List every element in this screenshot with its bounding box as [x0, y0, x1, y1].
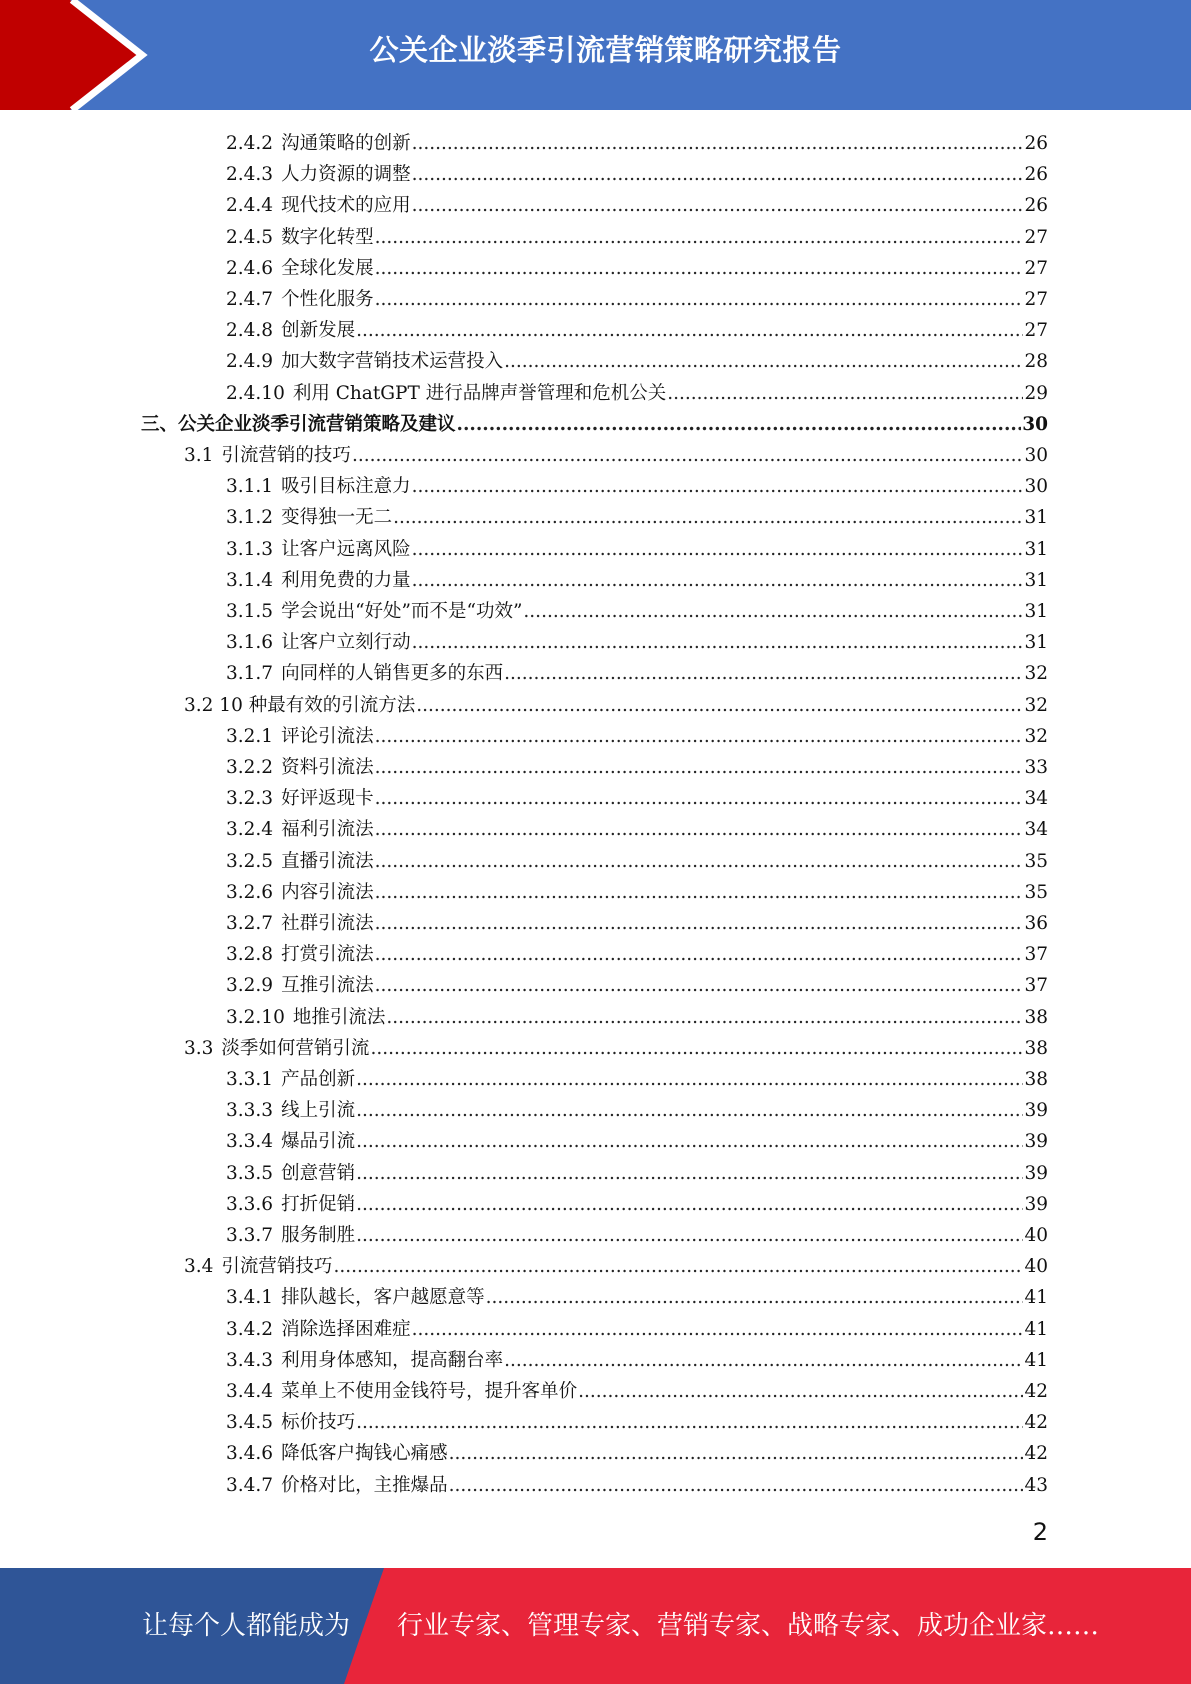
toc-entry-page: 27: [1024, 227, 1048, 248]
toc-entry-number: 3.3.4: [226, 1131, 274, 1152]
toc-entry-label: [226, 471, 412, 502]
toc-leader-dots: [375, 783, 1024, 814]
toc-entry-label: [226, 1314, 412, 1345]
toc-entry-page: 26: [1024, 133, 1048, 154]
toc-leader-dots: [393, 502, 1023, 533]
toc-entry-number: 2.4.9: [226, 351, 274, 372]
toc-entry-label: [226, 284, 375, 315]
toc-leader-dots: [412, 1314, 1024, 1345]
toc-entry[interactable]: [226, 721, 1048, 752]
toc-entry-page: 29: [1024, 383, 1048, 404]
toc-entry-page: 37: [1024, 944, 1048, 965]
toc-leader-dots: [486, 1282, 1024, 1313]
toc-leader-dots: [356, 1126, 1023, 1157]
toc-leader-dots: [504, 658, 1023, 689]
toc-entry-page: 34: [1024, 788, 1048, 809]
toc-entry-title: 打折促销: [281, 1194, 356, 1215]
toc-entry-page: 39: [1024, 1163, 1048, 1184]
toc-entry-page: 31: [1024, 601, 1048, 622]
toc-entry-label: [226, 1345, 504, 1376]
toc-entry[interactable]: [184, 1251, 1048, 1282]
toc-leader-dots: [352, 440, 1024, 471]
toc-entry-number: 3.4.3: [226, 1350, 274, 1371]
document-title: 公关企业淡季引流营销策略研究报告: [369, 33, 842, 67]
toc-entry-label: [184, 1251, 333, 1282]
toc-entry-label: [226, 1189, 356, 1220]
toc-leader-dots: [356, 1095, 1023, 1126]
toc-leader-dots: [356, 1189, 1023, 1220]
toc-entry-title: 沟通策略的创新: [281, 133, 411, 154]
toc-entry-label: [226, 970, 375, 1001]
page-footer: [0, 1568, 1191, 1684]
toc-entry-page: 38: [1024, 1069, 1048, 1090]
toc-leader-dots: [416, 690, 1023, 721]
toc-entry-number: 2.4.10: [226, 383, 285, 404]
toc-entry-label: [184, 690, 416, 721]
toc-entry[interactable]: [226, 159, 1048, 190]
footer-slogan-right: 行业专家、管理专家、营销专家、战略专家、成功企业家……: [397, 1611, 1100, 1641]
toc-entry-label: [226, 315, 356, 346]
toc-leader-dots: [375, 814, 1024, 845]
toc-leader-dots: [375, 877, 1024, 908]
toc-entry[interactable]: [226, 1126, 1048, 1157]
toc-entry-number: 3.3: [184, 1038, 214, 1059]
toc-entry[interactable]: [226, 1095, 1048, 1126]
toc-entry-number: 3.1.7: [226, 663, 274, 684]
toc-entry[interactable]: [226, 783, 1048, 814]
toc-entry-page: 30: [1024, 476, 1048, 497]
toc-entry-page: 42: [1024, 1381, 1048, 1402]
toc-entry-number: 2.4.2: [226, 133, 274, 154]
toc-leader-dots: [449, 1470, 1024, 1501]
toc-entry-number: 2.4.5: [226, 227, 274, 248]
toc-entry[interactable]: [226, 1158, 1048, 1189]
toc-entry-title: 产品创新: [281, 1069, 356, 1090]
toc-entry[interactable]: [226, 627, 1048, 658]
toc-entry[interactable]: [226, 908, 1048, 939]
toc-entry-number: 2.4.3: [226, 164, 274, 185]
toc-entry-label: [226, 1064, 356, 1095]
toc-entry-title: 引流营销的技巧: [221, 445, 351, 466]
toc-entry-title: 地推引流法: [292, 1007, 386, 1028]
toc-entry-title: 直播引流法: [281, 851, 374, 872]
toc-entry-title: 数字化转型: [281, 227, 374, 248]
toc-entry-title: 价格对比，主推爆品: [281, 1475, 448, 1496]
toc-entry-title: 三、公关企业淡季引流营销策略及建议: [141, 414, 456, 435]
toc-entry-label: [226, 783, 375, 814]
toc-entry-page: 42: [1024, 1412, 1048, 1433]
toc-entry[interactable]: [226, 814, 1048, 845]
toc-entry-label: [226, 190, 412, 221]
toc-entry-title: 全球化发展: [281, 258, 374, 279]
toc-entry-number: 3.3.1: [226, 1069, 274, 1090]
toc-entry-number: 3.4.4: [226, 1381, 274, 1402]
toc-entry-title: 打赏引流法: [281, 944, 374, 965]
toc-entry-title: 3.2 10 种最有效的引流方法: [184, 695, 416, 716]
toc-entry-number: 2.4.4: [226, 195, 274, 216]
toc-entry-number: 3.1.1: [226, 476, 274, 497]
toc-entry-title: 人力资源的调整: [281, 164, 411, 185]
toc-entry-number: 3.1.6: [226, 632, 274, 653]
toc-entry-title: 创新发展: [281, 320, 356, 341]
toc-entry[interactable]: [226, 596, 1048, 627]
toc-leader-dots: [386, 1002, 1023, 1033]
toc-entry[interactable]: [226, 128, 1048, 159]
toc-entry-label: [226, 908, 375, 939]
page-header: [0, 0, 1191, 110]
toc-entry-title: 让客户远离风险: [281, 539, 411, 560]
toc-entry-label: [226, 1282, 486, 1313]
page-number: 2: [1032, 1518, 1048, 1546]
toc-entry-title: 创意营销: [281, 1163, 356, 1184]
toc-entry-label: [226, 752, 375, 783]
toc-entry-number: 3.4.2: [226, 1319, 274, 1340]
toc-entry-label: [226, 346, 504, 377]
toc-leader-dots: [523, 596, 1023, 627]
toc-leader-dots: [356, 315, 1023, 346]
toc-entry[interactable]: [226, 1470, 1048, 1501]
toc-entry-title: 服务制胜: [281, 1225, 356, 1246]
toc-entry-title: 引流营销技巧: [221, 1256, 333, 1277]
toc-entry-label: [226, 658, 504, 689]
toc-entry-label: [226, 1220, 356, 1251]
toc-entry[interactable]: [226, 1407, 1048, 1438]
toc-entry[interactable]: [226, 1376, 1048, 1407]
toc-leader-dots: [356, 1064, 1023, 1095]
toc-entry[interactable]: [226, 846, 1048, 877]
toc-entry-page: 30: [1024, 445, 1048, 466]
toc-entry-page: 27: [1024, 289, 1048, 310]
toc-entry-title: 利用免费的力量: [281, 570, 411, 591]
toc-entry-number: 3.3.5: [226, 1163, 274, 1184]
toc-entry-title: 利用 ChatGPT 进行品牌声誉管理和危机公关: [292, 383, 667, 404]
toc-entry-label: [184, 1033, 370, 1064]
toc-entry-number: 3.2.7: [226, 913, 274, 934]
toc-entry[interactable]: [226, 877, 1048, 908]
toc-entry-title: 线上引流: [281, 1100, 356, 1121]
toc-entry-page: 40: [1024, 1225, 1048, 1246]
toc-entry[interactable]: [226, 1345, 1048, 1376]
toc-entry[interactable]: [226, 253, 1048, 284]
toc-entry-title: 吸引目标注意力: [281, 476, 411, 497]
toc-entry[interactable]: [226, 1220, 1048, 1251]
toc-entry-label: [226, 253, 375, 284]
toc-entry[interactable]: [226, 1002, 1048, 1033]
toc-leader-dots: [412, 627, 1024, 658]
toc-entry-page: 27: [1024, 320, 1048, 341]
toc-entry-page: 41: [1024, 1319, 1048, 1340]
toc-leader-dots: [356, 1220, 1023, 1251]
toc-entry-label: [226, 128, 412, 159]
toc-entry[interactable]: [141, 409, 1048, 440]
toc-entry-page: 30: [1022, 414, 1048, 435]
toc-entry-label: [226, 846, 375, 877]
toc-leader-dots: [412, 159, 1024, 190]
toc-entry-label: [226, 1438, 449, 1469]
toc-leader-dots: [578, 1376, 1023, 1407]
toc-entry-number: 3.1.5: [226, 601, 274, 622]
toc-entry-number: 3.3.3: [226, 1100, 274, 1121]
toc-entry-number: 3.4.6: [226, 1443, 274, 1464]
toc-leader-dots: [375, 284, 1024, 315]
toc-entry-title: 个性化服务: [281, 289, 374, 310]
toc-entry-page: 41: [1024, 1287, 1048, 1308]
toc-leader-dots: [375, 253, 1024, 284]
toc-entry-label: [226, 159, 412, 190]
toc-entry-label: [226, 1126, 356, 1157]
toc-leader-dots: [356, 1407, 1023, 1438]
toc-entry-label: [226, 1470, 449, 1501]
toc-entry-label: [226, 502, 393, 533]
toc-entry-number: 2.4.7: [226, 289, 274, 310]
toc-entry-title: 福利引流法: [281, 819, 374, 840]
toc-leader-dots: [457, 409, 1022, 440]
toc-entry-label: [226, 814, 375, 845]
toc-entry-number: 3.2.9: [226, 975, 274, 996]
toc-entry-label: [226, 1407, 356, 1438]
toc-entry-title: 消除选择困难症: [281, 1319, 411, 1340]
toc-leader-dots: [412, 190, 1024, 221]
toc-entry[interactable]: [226, 502, 1048, 533]
toc-entry-page: 32: [1024, 695, 1048, 716]
toc-entry-page: 31: [1024, 632, 1048, 653]
toc-entry-label: [226, 627, 412, 658]
toc-entry-number: 3.1: [184, 445, 214, 466]
toc-entry-page: 31: [1024, 507, 1048, 528]
toc-entry[interactable]: [184, 690, 1048, 721]
toc-leader-dots: [412, 471, 1024, 502]
toc-leader-dots: [412, 128, 1024, 159]
footer-slogan-left: 让每个人都能成为: [142, 1611, 351, 1641]
toc-entry-number: 2.4.8: [226, 320, 274, 341]
toc-leader-dots: [667, 378, 1023, 409]
toc-entry-title: 菜单上不使用金钱符号，提升客单价: [281, 1381, 578, 1402]
toc-leader-dots: [412, 534, 1024, 565]
toc-entry-title: 社群引流法: [281, 913, 374, 934]
toc-entry-number: 3.4.7: [226, 1475, 274, 1496]
toc-entry-number: 3.1.4: [226, 570, 274, 591]
toc-entry[interactable]: [226, 1282, 1048, 1313]
toc-entry-title: 变得独一无二: [281, 507, 393, 528]
toc-entry-number: 2.4.6: [226, 258, 274, 279]
toc-entry[interactable]: [226, 471, 1048, 502]
toc-leader-dots: [504, 1345, 1023, 1376]
toc-entry-label: [226, 378, 667, 409]
toc-entry-page: 42: [1024, 1443, 1048, 1464]
toc-entry-number: 3.2.2: [226, 757, 274, 778]
toc-entry[interactable]: [226, 752, 1048, 783]
toc-leader-dots: [375, 970, 1024, 1001]
toc-entry[interactable]: [226, 534, 1048, 565]
toc-entry[interactable]: [226, 939, 1048, 970]
toc-entry-title: 标价技巧: [281, 1412, 356, 1433]
toc-entry-title: 学会说出“好处”而不是“功效”: [281, 601, 523, 622]
toc-entry-page: 40: [1024, 1256, 1048, 1277]
toc-leader-dots: [356, 1158, 1023, 1189]
toc-entry-label: [141, 409, 457, 440]
toc-leader-dots: [449, 1438, 1024, 1469]
toc-leader-dots: [504, 346, 1023, 377]
toc-entry[interactable]: [226, 565, 1048, 596]
toc-entry-number: 3.2.5: [226, 851, 274, 872]
toc-entry[interactable]: [226, 346, 1048, 377]
toc-entry-title: 排队越长，客户越愿意等: [281, 1287, 485, 1308]
toc-entry-page: 26: [1024, 164, 1048, 185]
toc-entry-number: 3.2.3: [226, 788, 274, 809]
toc-entry-page: 28: [1024, 351, 1048, 372]
toc-leader-dots: [375, 846, 1024, 877]
toc-entry[interactable]: [226, 378, 1048, 409]
toc-entry-number: 3.3.6: [226, 1194, 274, 1215]
toc-entry-title: 让客户立刻行动: [281, 632, 411, 653]
toc-entry-page: 26: [1024, 195, 1048, 216]
toc-entry[interactable]: [226, 658, 1048, 689]
toc-leader-dots: [333, 1251, 1023, 1282]
toc-entry-label: [226, 1158, 356, 1189]
toc-entry-page: 32: [1024, 663, 1048, 684]
toc-entry-page: 37: [1024, 975, 1048, 996]
toc-leader-dots: [412, 565, 1024, 596]
toc-entry-label: [226, 721, 375, 752]
toc-entry-number: 3.3.7: [226, 1225, 274, 1246]
toc-entry-label: [226, 877, 375, 908]
toc-leader-dots: [370, 1033, 1023, 1064]
toc-entry-page: 39: [1024, 1131, 1048, 1152]
toc-leader-dots: [375, 752, 1024, 783]
toc-entry[interactable]: [226, 1438, 1048, 1469]
toc-entry-page: 33: [1024, 757, 1048, 778]
toc-entry-title: 现代技术的应用: [281, 195, 411, 216]
toc-entry-label: [226, 222, 375, 253]
toc-entry-number: 3.4.5: [226, 1412, 274, 1433]
toc-entry[interactable]: [226, 1064, 1048, 1095]
toc-entry-label: [226, 1095, 356, 1126]
toc-entry-number: 3.1.3: [226, 539, 274, 560]
toc-entry-page: 32: [1024, 726, 1048, 747]
toc-entry[interactable]: [184, 1033, 1048, 1064]
toc-entry-title: 评论引流法: [281, 726, 374, 747]
toc-entry[interactable]: [226, 1189, 1048, 1220]
toc-entry-number: 3.2.10: [226, 1007, 285, 1028]
toc-entry-label: [184, 440, 352, 471]
toc-entry-number: 3.4.1: [226, 1287, 274, 1308]
toc-entry-title: 降低客户掏钱心痛感: [281, 1443, 448, 1464]
toc-entry-label: [226, 534, 412, 565]
toc-entry-title: 爆品引流: [281, 1131, 356, 1152]
toc-entry-page: 35: [1024, 882, 1048, 903]
toc-entry-page: 38: [1024, 1007, 1048, 1028]
toc-leader-dots: [375, 939, 1024, 970]
toc-entry-title: 向同样的人销售更多的东西: [281, 663, 504, 684]
toc-entry-page: 34: [1024, 819, 1048, 840]
toc-entry[interactable]: [226, 222, 1048, 253]
toc-entry-title: 互推引流法: [281, 975, 374, 996]
toc-entry[interactable]: [184, 440, 1048, 471]
toc-entry-label: [226, 565, 412, 596]
toc-entry[interactable]: [226, 1314, 1048, 1345]
toc-entry-page: 35: [1024, 851, 1048, 872]
toc-entry-title: 好评返现卡: [281, 788, 374, 809]
toc-entry-label: [226, 1002, 386, 1033]
toc-entry-page: 27: [1024, 258, 1048, 279]
toc-entry-title: 淡季如何营销引流: [221, 1038, 370, 1059]
toc-entry-page: 31: [1024, 570, 1048, 591]
toc-entry[interactable]: [226, 970, 1048, 1001]
toc-entry-page: 38: [1024, 1038, 1048, 1059]
toc-entry-title: 内容引流法: [281, 882, 374, 903]
toc-entry-number: 3.2.6: [226, 882, 274, 903]
toc-entry-page: 31: [1024, 539, 1048, 560]
toc-leader-dots: [375, 222, 1024, 253]
toc-entry-title: 资料引流法: [281, 757, 374, 778]
toc-leader-dots: [375, 721, 1024, 752]
toc-entry-title: 利用身体感知，提高翻台率: [281, 1350, 504, 1371]
toc-entry-number: 3.2.4: [226, 819, 274, 840]
toc-entry-page: 39: [1024, 1100, 1048, 1121]
toc-entry-label: [226, 596, 523, 627]
toc-entry-label: [226, 1376, 578, 1407]
toc-entry-page: 41: [1024, 1350, 1048, 1371]
toc-entry-page: 36: [1024, 913, 1048, 934]
toc-entry-page: 39: [1024, 1194, 1048, 1215]
toc-entry-number: 3.4: [184, 1256, 214, 1277]
toc-entry-page: 43: [1024, 1475, 1048, 1496]
toc-entry[interactable]: [226, 190, 1048, 221]
toc-entry-number: 3.2.8: [226, 944, 274, 965]
toc-entry-number: 3.2.1: [226, 726, 274, 747]
toc-entry[interactable]: [226, 315, 1048, 346]
toc-entry-title: 加大数字营销技术运营投入: [281, 351, 504, 372]
toc-entry[interactable]: [226, 284, 1048, 315]
toc-leader-dots: [375, 908, 1024, 939]
toc-entry-label: [226, 939, 375, 970]
toc-entry-number: 3.1.2: [226, 507, 274, 528]
